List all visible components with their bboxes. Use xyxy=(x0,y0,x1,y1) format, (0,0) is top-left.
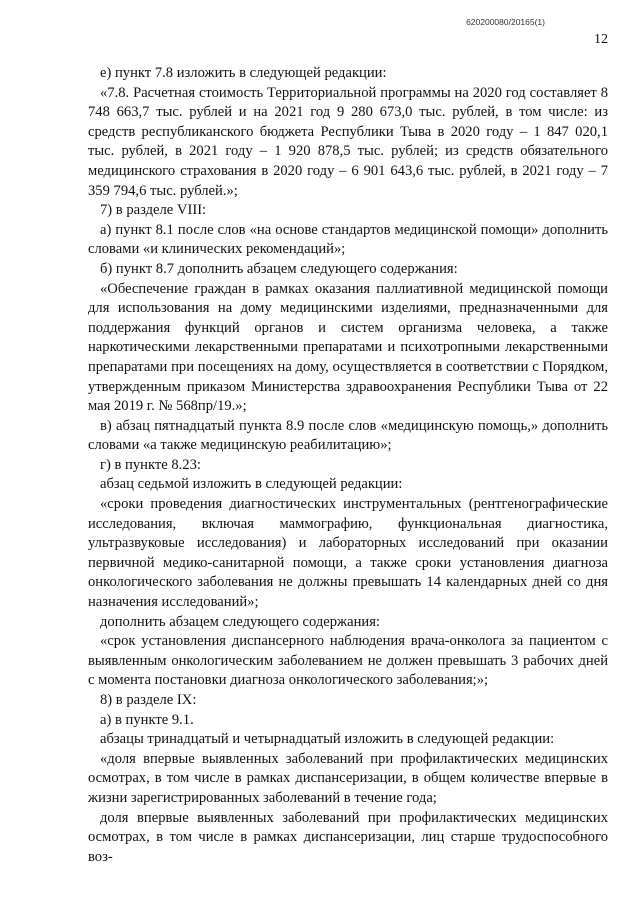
paragraph: а) пункт 8.1 после слов «на основе стандартов медицинской помощи» дополнить словами «и клинических рекомендаций»; xyxy=(88,221,608,258)
paragraph: 8) в разделе IX: xyxy=(100,692,197,708)
page-number: 12 xyxy=(594,32,608,47)
paragraph: абзац седьмой изложить в следующей редакции: xyxy=(100,476,403,493)
paragraph: «сроки проведения диагностических инструментальных (рентгенографические исследования, включая маммографию, функциональная диагностика, ультразвуковые исследования) и лабораторных исследований при оказании первичной медико-санитарной помощи, а также сроки установления диагноза онкологического заболевания не должны превышать 14 календарных дней со дня назначения исследований»; xyxy=(88,496,608,611)
paragraph: «Обеспечение граждан в рамках оказания паллиативной медицинской помощи для использования на дому медицинскими изделиями, предназначенными для поддержания функций органов и систем организма человека, а также наркотическими лекарственными препаратами и психотропными лекарственными препаратами при посещениях на дому, осуществляется в соответствии с Порядком, утвержденным приказом Министерства здравоохранения Республики Тыва от 22 мая 2019 г. № 568пр/19.»; xyxy=(88,280,608,415)
paragraph: в) абзац пятнадцатый пункта 8.9 после слов «медицинскую помощь,» дополнить словами «а также медицинскую реабилитацию»; xyxy=(88,417,608,454)
paragraph: «срок установления диспансерного наблюдения врача-онколога за пациентом с выявленным онкологическим заболеванием не должен превышать 3 рабочих дней с момента постановки диагноза онкологического заболевания;»; xyxy=(88,633,608,689)
paragraph: абзацы тринадцатый и четырнадцатый изложить в следующей редакции: xyxy=(100,731,555,748)
paragraph: г) в пункте 8.23: xyxy=(100,456,201,473)
paragraph: дополнить абзацем следующего содержания: xyxy=(100,613,380,630)
document-id: 620200080/20165(1) xyxy=(466,17,545,27)
paragraph: «7.8. Расчетная стоимость Территориальной программы на 2020 год составляет 8 748 663,7 тыс. рублей и на 2021 год 9 280 673,0 тыс. рублей, в том числе: из средств республиканского бюджета Республики Тыва в 2020 году – 1 847 020,1 тыс. рублей, в 2021 году – 1 920 878,5 тыс. рублей; из средств обязательного медицинского страхования в 2020 году – 6 901 643,6 тыс. рублей, в 2021 году – 7 359 794,6 тыс. рублей.»; xyxy=(88,84,608,199)
paragraph: а) в пункте 9.1. xyxy=(100,711,194,728)
paragraph: е) пункт 7.8 изложить в следующей редакции: xyxy=(100,65,387,81)
document-body xyxy=(88,64,608,867)
paragraph: «доля впервые выявленных заболеваний при профилактических медицинских осмотрах, в том числе в рамках диспансеризации, в общем количестве впервые в жизни зарегистрированных заболеваний в течение года; xyxy=(88,750,608,806)
paragraph: б) пункт 8.7 дополнить абзацем следующего содержания: xyxy=(100,260,458,277)
paragraph: 7) в разделе VIII: xyxy=(100,202,207,219)
paragraph: доля впервые выявленных заболеваний при профилактических медицинских осмотрах, в том числе в рамках диспансеризации, лиц старше трудоспособного воз- xyxy=(88,809,608,865)
